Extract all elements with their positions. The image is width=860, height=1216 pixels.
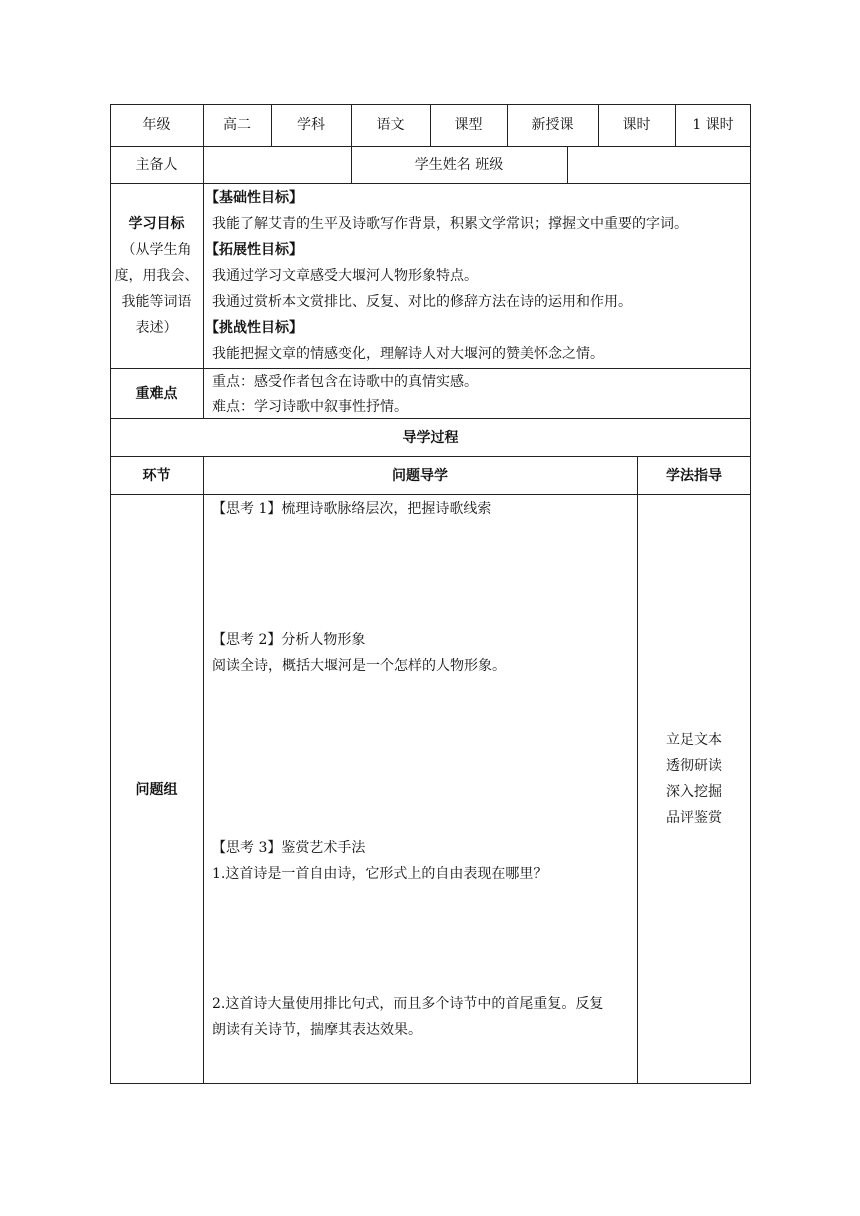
extended-objective-text: 我通过赏析本文赏排比、反复、对比的修辞方法在诗的运用和作用。 xyxy=(212,294,632,310)
think2-title: 【思考 2】分析人物形象 xyxy=(212,632,366,648)
col-divider xyxy=(567,146,568,183)
row-divider xyxy=(110,183,751,184)
extended-objective-text: 我通过学习文章感受大堰河人物形象特点。 xyxy=(212,268,478,284)
objectives-note-line: 度，用我会、 xyxy=(114,268,199,284)
extended-objective-title: 【拓展性目标】 xyxy=(205,242,303,258)
col-divider xyxy=(203,146,204,183)
key-points-label: 重难点 xyxy=(135,386,178,402)
col-header-method: 学法指导 xyxy=(666,468,722,484)
method-line: 品评鉴赏 xyxy=(666,810,722,826)
row-divider xyxy=(110,146,751,147)
type-value: 新授课 xyxy=(531,117,574,133)
think2-text: 阅读全诗，概括大堰河是一个怎样的人物形象。 xyxy=(212,658,506,674)
think3-question-2: 2.这首诗大量使用排比句式，而且多个诗节中的首尾重复。反复 xyxy=(212,996,604,1012)
objectives-note-line: 我能等词语 xyxy=(121,294,192,310)
row-divider xyxy=(110,418,751,419)
process-title: 导学过程 xyxy=(402,430,459,446)
think3-question-2: 朗读有关诗节，揣摩其表达效果。 xyxy=(212,1022,422,1038)
method-line: 透彻研读 xyxy=(666,758,722,774)
col-divider xyxy=(203,183,204,418)
preparer-label: 主备人 xyxy=(135,157,178,173)
basic-objective-text: 我能了解艾青的生平及诗歌写作背景，积累文学常识；撑握文中重要的字词。 xyxy=(212,216,688,232)
basic-objective-title: 【基础性目标】 xyxy=(205,190,303,206)
subject-value: 语文 xyxy=(376,117,405,133)
think3-title: 【思考 3】鉴赏艺术手法 xyxy=(212,840,366,856)
period-value: 1 课时 xyxy=(692,117,734,133)
col-header-stage: 环节 xyxy=(142,468,171,484)
period-label: 课时 xyxy=(622,117,651,133)
challenge-objective-text: 我能把握文章的情感变化，理解诗人对大堰河的赞美怀念之情。 xyxy=(212,346,604,362)
key-point-focus: 重点：感受作者包含在诗歌中的真情实感。 xyxy=(212,374,478,390)
col-divider xyxy=(203,456,204,1084)
subject-label: 学科 xyxy=(297,117,325,133)
type-label: 课型 xyxy=(454,117,483,133)
objectives-note-line: 表述） xyxy=(135,320,178,336)
method-line: 立足文本 xyxy=(666,732,722,748)
row-divider xyxy=(110,494,751,495)
think3-question-1: 1.这首诗是一首自由诗，它形式上的自由表现在哪里？ xyxy=(212,866,548,882)
row-divider xyxy=(110,456,751,457)
student-name-class-label: 学生姓名 班级 xyxy=(414,157,504,173)
grade-value: 高二 xyxy=(223,117,251,133)
row-divider xyxy=(110,368,751,369)
method-line: 深入挖掘 xyxy=(666,784,722,800)
grade-label: 年级 xyxy=(142,117,171,133)
stage-label: 问题组 xyxy=(135,782,178,798)
think1-title: 【思考 1】梳理诗歌脉络层次，把握诗歌线索 xyxy=(212,501,492,517)
key-point-difficulty: 难点：学习诗歌中叙事性抒情。 xyxy=(212,399,408,415)
objectives-note-line: （从学生角 xyxy=(121,242,192,258)
objectives-label: 学习目标 xyxy=(128,216,185,232)
col-header-questions: 问题导学 xyxy=(392,468,448,484)
challenge-objective-title: 【挑战性目标】 xyxy=(205,320,303,336)
